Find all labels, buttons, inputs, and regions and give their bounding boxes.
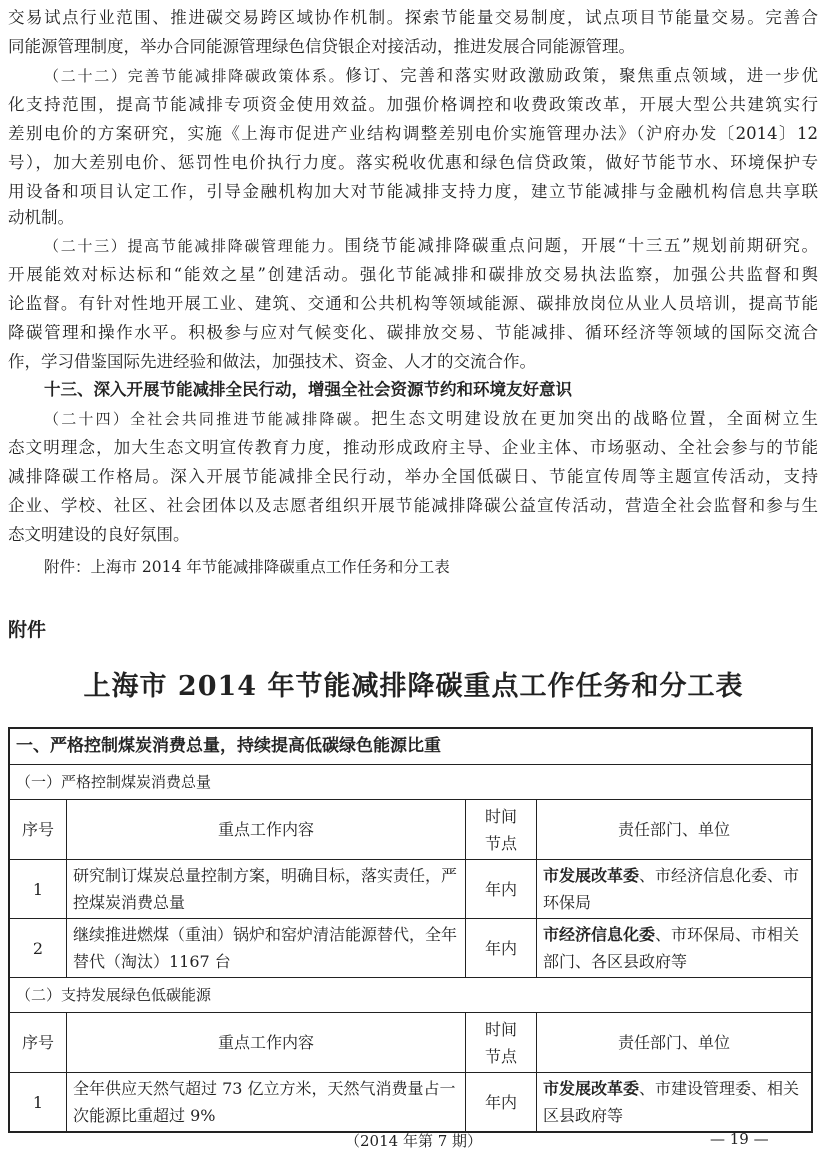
row-time: 年内 <box>466 919 537 978</box>
table-header-row <box>9 1013 812 1073</box>
row-content: 研究制订煤炭总量控制方案，明确目标，落实责任，严控煤炭消费总量 <box>67 860 466 919</box>
lead-dept: 市经济信息化委 <box>543 925 656 944</box>
page-number: — 19 — <box>710 1130 769 1148</box>
section-heading: 十三、深入开展节能减排全民行动，增强全社会资源节约和环境友好意识 <box>44 380 572 399</box>
header-no: 序号 <box>9 1013 67 1073</box>
header-time <box>466 1013 537 1073</box>
appendix-label: 附件 <box>8 619 47 641</box>
text-line: 企业、学校、社区、社会团体以及志愿者组织开展节能减排降碳公益宣传活动，营造全社会监督和参与生 <box>8 496 818 515</box>
header-dept: 责任部门、单位 <box>537 800 813 860</box>
text-line: 同能源管理制度，举办合同能源管理绿色信贷银企对接活动，推进发展合同能源管理。 <box>8 37 635 56</box>
row-time: 年内 <box>466 1073 537 1133</box>
text: 修订、完善和落实财政激励政策，聚焦重点领域，进一步优 <box>345 66 819 85</box>
group-title: （一）严格控制煤炭消费总量 <box>9 765 812 800</box>
text-line: 号），加大差别电价、惩罚性电价执行力度。落实税收优惠和绿色信贷政策，做好节能节水、环境保护专 <box>8 153 818 172</box>
text-line: 开展能效对标达标和“能效之星”创建活动。强化节能减排和碳排放交易执法监察，加强公共监督和舆 <box>8 265 818 284</box>
text-line: 态文明建设的良好氛围。 <box>8 525 190 544</box>
row-no: 1 <box>9 860 67 919</box>
text-line: 态文明理念，加大生态文明宣传教育力度，推动形成政府主导、企业主体、市场驱动、全社会参与的节能 <box>8 438 818 457</box>
header-no: 序号 <box>9 800 67 860</box>
group-title: （二）支持发展绿色低碳能源 <box>9 978 812 1013</box>
row-no: 1 <box>9 1073 67 1133</box>
attachment-note: 附件：上海市 2014 年节能减排降碳重点工作任务和分工表 <box>44 558 450 576</box>
table-row <box>9 919 812 978</box>
header-time-1: 时间 <box>484 806 517 826</box>
text-line: 交易试点行业范围、推进碳交易跨区域协作机制。探索节能量交易制度，试点项目节能量交易。完善合 <box>8 8 818 27</box>
header-time-2: 节点 <box>484 833 517 853</box>
header-dept: 责任部门、单位 <box>537 1013 813 1073</box>
paragraph-lead: （二十二）完善节能减排降碳政策体系。 <box>44 67 346 85</box>
text-line: 动机制。 <box>8 208 74 227</box>
table-header-row <box>9 800 812 860</box>
table-row <box>9 1073 812 1133</box>
text: 围绕节能减排降碳重点问题，开展“十三五”规划前期研究。 <box>344 236 818 255</box>
text-line <box>44 409 818 429</box>
text-line: 论监督。有针对性地开展工业、建筑、交通和公共机构等领域能源、碳排放岗位从业人员培训，提高节能 <box>8 294 818 313</box>
text-line <box>44 66 818 86</box>
row-dept <box>537 1073 813 1133</box>
text-line <box>44 236 818 256</box>
lead-dept: 市发展改革委 <box>543 1079 640 1098</box>
other-depts: 、市经济信息化委、市环保局 <box>543 866 800 912</box>
text-line: 降碳管理和操作水平。积极参与应对气候变化、碳排放交易、节能减排、循环经济等领域的国际交流合 <box>8 323 818 342</box>
header-content: 重点工作内容 <box>67 1013 466 1073</box>
text-line: 减排降碳工作格局。深入开展节能减排全民行动，举办全国低碳日、节能宣传周等主题宣传活动，支持 <box>8 467 818 486</box>
header-time-1: 时间 <box>484 1019 517 1039</box>
other-depts: 、市建设管理委、相关区县政府等 <box>543 1079 800 1125</box>
text-line: 差别电价的方案研究，实施《上海市促进产业结构调整差别电价实施管理办法》（沪府办发〔2014〕12 <box>8 124 818 143</box>
text-line: 化支持范围，提高节能减排专项资金使用效益。加强价格调控和收费政策改革，开展大型公共建筑实行 <box>8 95 818 114</box>
paragraph-lead: （二十四）全社会共同推进节能减排降碳。 <box>44 410 372 428</box>
row-content: 全年供应天然气超过 73 亿立方米，天然气消费量占一次能源比重超过 9% <box>67 1073 466 1133</box>
task-table <box>8 727 813 1133</box>
other-depts: 、市环保局、市相关部门、各区县政府等 <box>543 925 800 971</box>
text-line: 用设备和项目认定工作，引导金融机构加大对节能减排支持力度，建立节能减排与金融机构信息共享联 <box>8 182 818 201</box>
row-time: 年内 <box>466 860 537 919</box>
header-content: 重点工作内容 <box>67 800 466 860</box>
issue-number: （2014 年第 7 期） <box>345 1132 483 1150</box>
appendix-title: 上海市 2014 年节能减排降碳重点工作任务和分工表 <box>83 671 744 702</box>
row-dept <box>537 919 813 978</box>
table-row <box>9 860 812 919</box>
header-time <box>466 800 537 860</box>
lead-dept: 市发展改革委 <box>543 866 640 885</box>
row-no: 2 <box>9 919 67 978</box>
table-section-heading: 一、严格控制煤炭消费总量，持续提高低碳绿色能源比重 <box>9 728 812 765</box>
text: 把生态文明建设放在更加突出的战略位置，全面树立生 <box>371 409 818 428</box>
row-dept <box>537 860 813 919</box>
row-content: 继续推进燃煤（重油）锅炉和窑炉清洁能源替代，全年替代（淘汰）1167 台 <box>67 919 466 978</box>
paragraph-lead: （二十三）提高节能减排降碳管理能力。 <box>44 237 345 255</box>
header-time-2: 节点 <box>484 1046 517 1066</box>
text-line: 作，学习借鉴国际先进经验和做法，加强技术、资金、人才的交流合作。 <box>8 352 536 371</box>
